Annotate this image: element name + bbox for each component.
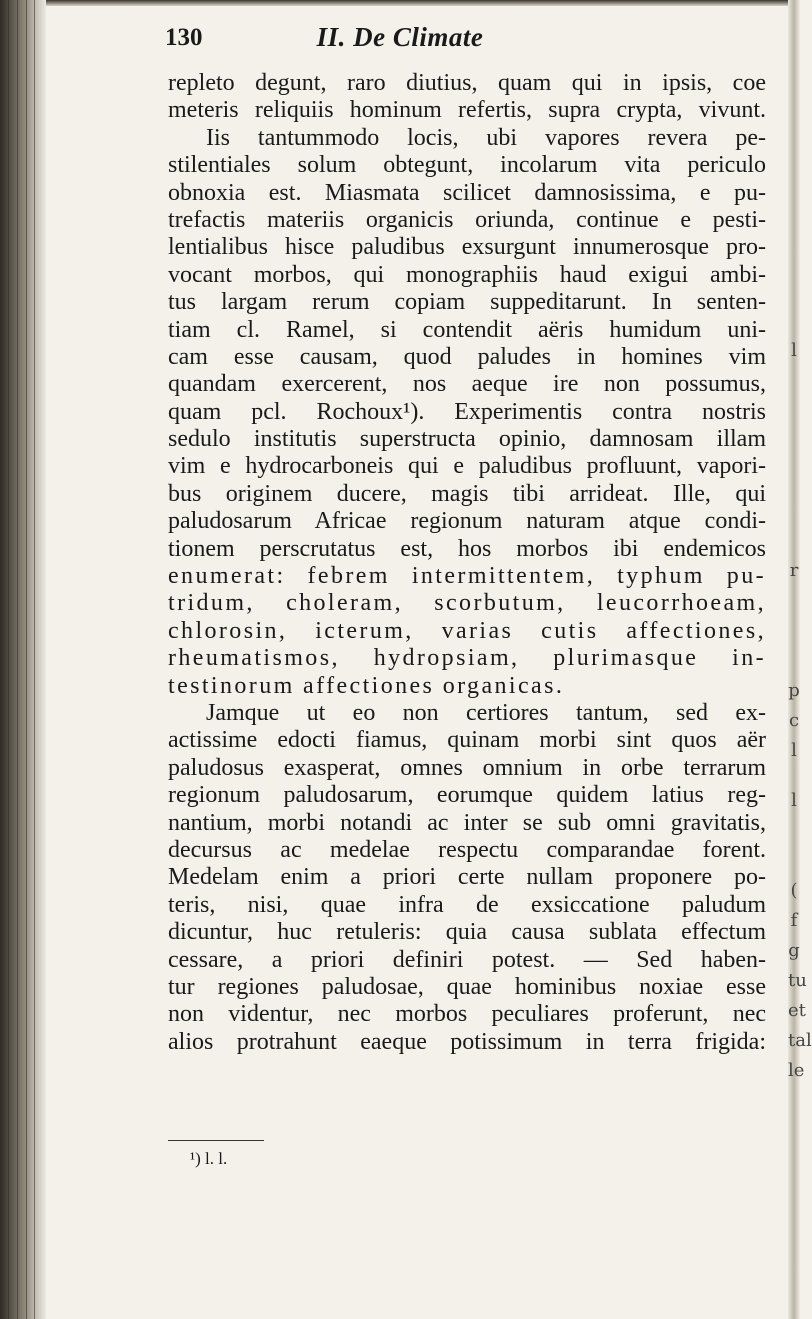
text-line: tridum, choleram, scorbutum, leucorrhoeam, <box>168 590 766 617</box>
text-line: tur regiones paludosae, quae hominibus noxiae esse <box>168 973 766 1000</box>
text-line: sedulo institutis superstructa opinio, damnosam illam <box>168 426 766 453</box>
text-line: repleto degunt, raro diutius, quam qui in ipsis, coe <box>168 70 766 96</box>
edge-fragment: et <box>788 1000 806 1021</box>
text-line: trefactis materiis organicis oriunda, continue e pesti- <box>168 206 766 233</box>
page-number: 130 <box>165 24 203 51</box>
text-line: Jamque ut eo non certiores tantum, sed ex- <box>206 699 766 726</box>
text-line: teris, nisi, quae infra de exsiccatione paludum <box>168 891 766 918</box>
text-line: cessare, a priori definiri potest. — Sed haben- <box>168 946 766 973</box>
spine-line <box>34 0 35 1319</box>
edge-fragment: tu <box>788 970 807 991</box>
text-line: meteris reliquiis hominum refertis, supra crypta, vivunt. <box>168 97 766 124</box>
text-line: enumerat: febrem intermittentem, typhum pu- <box>168 563 766 590</box>
text-line: Iis tantummodo locis, ubi vapores revera pe- <box>206 124 766 151</box>
running-title: II. De Climate <box>316 22 484 52</box>
edge-fragment: c <box>788 710 800 731</box>
body-text <box>168 70 766 1056</box>
edge-fragment: l <box>791 340 797 361</box>
text-line: non videntur, nec morbos peculiares proferunt, nec <box>168 1001 766 1028</box>
edge-fragment: p <box>788 680 800 701</box>
footnote: ¹) l. l. <box>190 1149 228 1168</box>
text-line: regionum paludosarum, eorumque quidem latius reg- <box>168 782 766 809</box>
text-line: cam esse causam, quod paludes in homines vim <box>168 343 766 370</box>
text-line: alios protrahunt eaeque potissimum in terra frigida: <box>168 1028 766 1055</box>
spine-line <box>26 0 27 1319</box>
spine-line <box>8 0 9 1319</box>
book-spine <box>0 0 46 1319</box>
text-line: paludosarum Africae regionum naturam atque condi- <box>168 508 766 535</box>
edge-fragment: l <box>791 740 797 761</box>
edge-fragment: tal <box>788 1030 812 1051</box>
top-edge-shadow <box>46 0 800 6</box>
edge-fragment: r <box>789 560 799 581</box>
text-line: quam pcl. Rochoux¹). Experimentis contra nostris <box>168 398 766 425</box>
text-line: actissime edocti fiamus, quinam morbi sint quos aër <box>168 727 766 754</box>
text-line: vim e hydrocarboneis qui e paludibus profluunt, vapori- <box>168 453 766 480</box>
spine-line <box>17 0 18 1319</box>
text-line: Medelam enim a priori certe nullam proponere po- <box>168 864 766 891</box>
text-line: rheumatismos, hydropsiam, plurimasque in- <box>168 645 766 672</box>
text-line: bus originem ducere, magis tibi arrideat. Ille, qui <box>168 480 766 507</box>
footnote-rule <box>168 1140 264 1141</box>
text-line: obnoxia est. Miasmata scilicet damnosissima, e pu- <box>168 179 766 206</box>
page-header <box>0 16 800 56</box>
right-page-edge <box>788 0 812 1319</box>
text-line: vocant morbos, qui monographiis haud exigui ambi- <box>168 261 766 288</box>
edge-fragment: l <box>791 790 797 811</box>
edge-fragment: le <box>788 1060 805 1081</box>
edge-fragment: ( <box>790 880 798 901</box>
text-line: tus largam rerum copiam suppeditarunt. In senten- <box>168 289 766 316</box>
text-line: decursus ac medelae respectu comparandae forent. <box>168 836 766 863</box>
edge-fragment: f <box>790 910 798 931</box>
edge-fragment: g <box>788 940 800 961</box>
text-line: stilentiales solum obtegunt, incolarum vita periculo <box>168 152 766 179</box>
text-line: tionem perscrutatus est, hos morbos ibi endemicos <box>168 535 766 562</box>
text-line: tiam cl. Ramel, si contendit aëris humidum uni- <box>168 316 766 343</box>
text-line: paludosus exasperat, omnes omnium in orbe terrarum <box>168 754 766 781</box>
text-line: chlorosin, icterum, varias cutis affectiones, <box>168 617 766 644</box>
text-line: nantium, morbi notandi ac inter se sub omni gravitatis, <box>168 809 766 836</box>
text-line: dicuntur, huc retuleris: quia causa sublata effectum <box>168 919 766 946</box>
text-line: quandam exercerent, nos aeque ire non possumus, <box>168 371 766 398</box>
text-line: lentialibus hisce paludibus exsurgunt innumerosque pro- <box>168 234 766 261</box>
text-line: testinorum affectiones organicas. <box>168 672 565 699</box>
